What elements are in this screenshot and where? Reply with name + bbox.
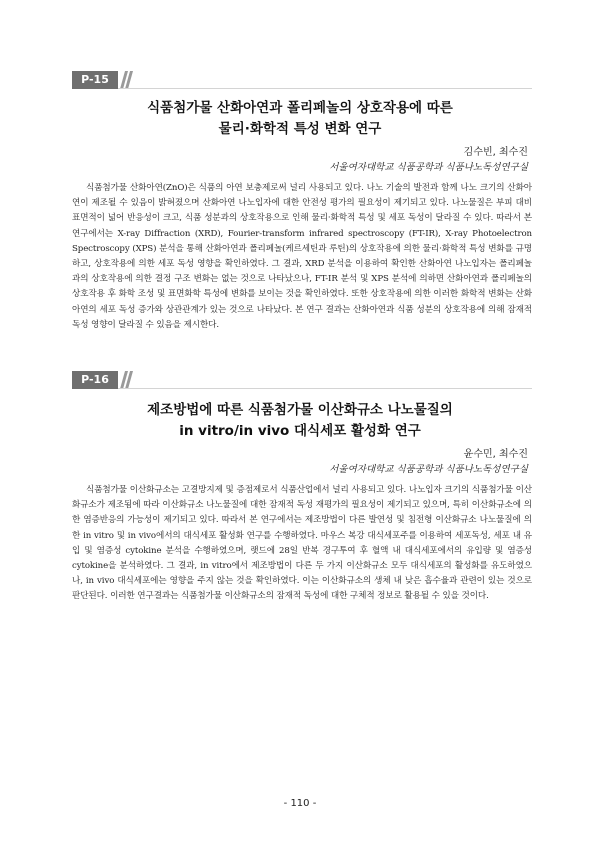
badge-stripes-icon	[120, 371, 136, 389]
paper-title	[60, 400, 540, 442]
authors: 김수빈, 최수진	[463, 147, 528, 158]
title-line-2: 물리·화학적 특성 변화 연구	[218, 121, 382, 137]
header-divider	[118, 388, 532, 389]
section-header	[72, 371, 532, 389]
affiliation: 서울여자대학교 식품공학과 식품나노독성연구실	[329, 464, 528, 475]
title-line-2: in vitro/in vivo 대식세포 활성화 연구	[179, 423, 421, 439]
header-divider	[118, 88, 532, 89]
section-header	[72, 71, 532, 89]
affiliation: 서울여자대학교 식품공학과 식품나노독성연구실	[329, 162, 528, 173]
poster-badge: P-16	[72, 371, 118, 389]
title-line-1: 식품첨가물 산화아연과 폴리페놀의 상호작용에 따른	[147, 100, 453, 116]
badge-stripes-icon	[120, 71, 136, 89]
poster-badge: P-15	[72, 71, 118, 89]
abstract-text: 식품첨가물 산화아연(ZnO)은 식품의 아연 보충제로써 널리 사용되고 있다. 나노 기술의 발전과 함께 나노 크기의 산화아연이 제조될 수 있음이 밝혀졌으며 산화아연 나노입자에 대한 안전성 평가의 필요성이 제기되고 있다. 나노물질은 부피 대비 표면적이 넓어 반응성이 크고, 식품 성분과의 상호작용으로 인해 물리·화학적 특성 및 세포 독성이 달라질 수 있다. 따라서 본 연구에서는 X-ray Diffraction (XRD), Fourier-transform infrared spectroscopy (FT-IR), X-ray Photoelectron Spectroscopy (XPS) 분석을 통해 산화아연과 폴리페놀(케르세틴과 루틴)의 상호작용에 의한 물리·화학적 특성 변화를 규명하고, 상호작용에 의한 세포 독성 영향을 확인하였다. 그 결과, XRD 분석을 이용하여 확인한 산화아연 나노입자는 폴리페놀과의 상호작용에 의한 결정 구조 변화는 없는 것으로 나타났으나, FT-IR 분석 및 XPS 분석에 의하면 산화아연과 폴리페놀의 상호작용 후 화학 조성 및 표면화학 특성에 변화를 보이는 것을 확인하였다. 또한 상호작용에 의한 이러한 화학적 변화는 산화아연의 세포 독성 증가와 상관관계가 있는 것으로 나타났다. 본 연구 결과는 산화아연과 식품 성분의 상호작용에 의해 잠재적 독성 영향이 달라질 수 있음을 제시한다.	[72, 183, 532, 330]
abstract-text: 식품첨가물 이산화규소는 고결방지제 및 증점제로서 식품산업에서 널리 사용되고 있다. 나노입자 크기의 식품첨가물 이산화규소가 제조됨에 따라 이산화규소 나노물질에 대한 잠재적 독성 재평가의 필요성이 제기되고 있으며, 특히 이산화규소에 의한 염증반응의 가능성이 제기되고 있다. 따라서 본 연구에서는 제조방법이 다른 발연성 및 침전형 이산화규소 나노물질에 의한 in vitro 및 in vivo에서의 대식세포 활성화 연구를 수행하였다. 마우스 복강 대식세포주를 이용하여 세포독성, 세포 내 유입 및 염증성 cytokine 분석을 수행하였으며, 랫드에 28일 반복 경구투여 후 혈액 내 대식세포에서의 유입량 및 염증성 cytokine을 분석하였다. 그 결과, in vitro에서 제조방법이 다른 두 가지 이산화규소 모두 대식세포의 활성화를 유도하였으나, in vivo 대식세포에는 영향을 주지 않는 것을 확인하였다. 이는 이산화규소의 생체 내 낮은 흡수율과 관련이 있는 것으로 판단된다. 이러한 연구결과는 식품첨가물 이산화규소의 잠재적 독성에 대한 구체적 정보로 활용될 수 있을 것이다.	[72, 485, 532, 602]
authors: 윤수민, 최수진	[463, 449, 528, 460]
title-line-1: 제조방법에 따른 식품첨가물 이산화규소 나노물질의	[147, 402, 453, 418]
paper-title	[60, 98, 540, 140]
page-number: - 110 -	[283, 798, 317, 809]
